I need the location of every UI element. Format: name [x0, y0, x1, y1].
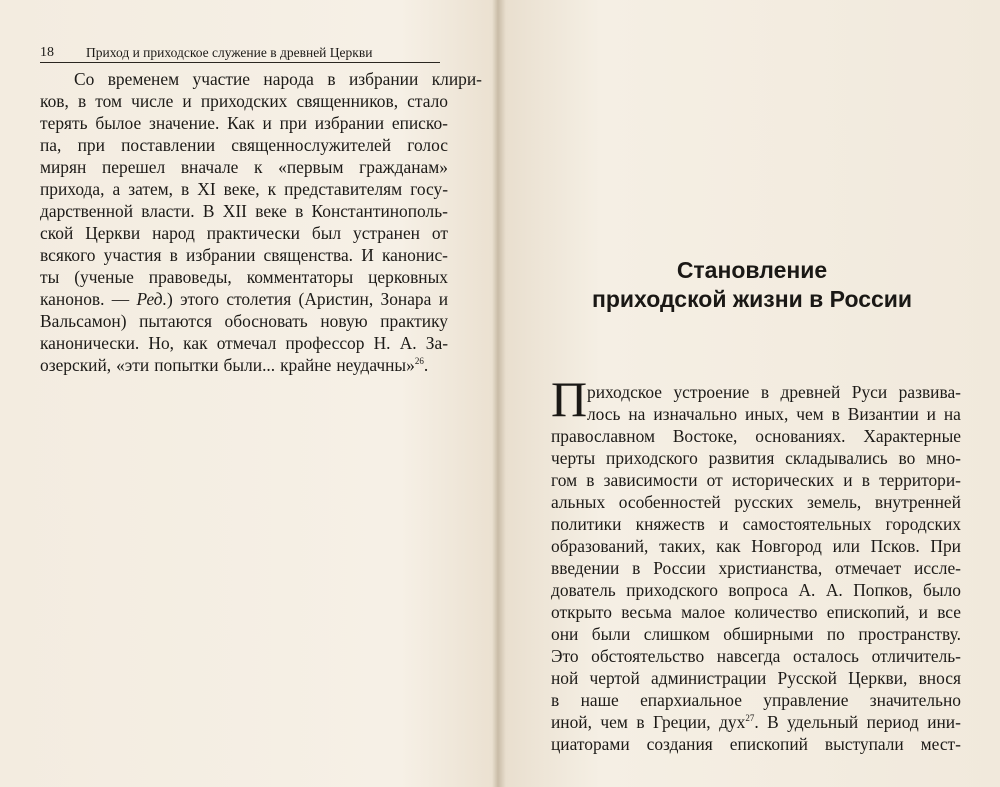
- chapter-heading: [504, 256, 1000, 314]
- text-line: озерский, «эти попытки были... крайне неудачны»$^{26}$.: [40, 355, 429, 375]
- page-number: 18: [40, 45, 54, 60]
- text-line: ной чертой администрации Русской Церкви, внося: [551, 668, 961, 688]
- text-line: в наше епархиальное управление значительно: [551, 690, 961, 710]
- text-line: образований, таких, как Новгород или Псков. При: [551, 536, 961, 556]
- drop-cap: П: [551, 371, 588, 427]
- text-line: ков, в том числе и приходских священников, стало: [40, 91, 448, 111]
- text-line: открыто весьма малое количество епископий, и все: [551, 602, 961, 622]
- text-line: Это обстоятельство навсегда осталось отличитель-: [551, 646, 961, 666]
- text-line: па, при поставлении священнослужителей голос: [40, 135, 448, 155]
- text-line: мирян перешел вначале к «первым гражданам»: [40, 157, 448, 177]
- text-line: циаторами создания епископий выступали мест-: [551, 734, 961, 754]
- text-line: иной, чем в Греции, дух$^{27}$. В удельный период ини-: [551, 712, 961, 732]
- text-line: дарственной власти. В XII веке в Константинополь-: [40, 201, 448, 221]
- text-line: прихода, а затем, в XI веке, к представителям госу-: [40, 179, 448, 199]
- text-line: православном Востоке, основаниях. Характерные: [551, 426, 961, 446]
- text-line: политики княжеств и самостоятельных городских: [551, 514, 961, 534]
- text-line: риходское устроение в древней Руси развива-: [587, 382, 961, 402]
- text-line: черты приходского развития складывались во мно-: [551, 448, 961, 468]
- text-line: дователь приходского вопроса А. А. Попков, было: [551, 580, 961, 600]
- chapter-heading-line-1: Становление: [676, 257, 828, 283]
- text-line: канонически. Но, как отмечал профессор Н. А. За-: [40, 333, 448, 353]
- running-head: [40, 45, 440, 63]
- chapter-heading-line-2: приходской жизни в России: [591, 286, 913, 312]
- text-line: всякого участия в избрании священства. И канонис-: [40, 245, 448, 265]
- left-page: [0, 0, 496, 787]
- right-page: [504, 0, 1000, 787]
- left-body-text: [40, 68, 482, 376]
- text-line: введении в России христианства, отмечает иссле-: [551, 558, 961, 578]
- text-line: канонов. — Ред.) этого столетия (Аристин, Зонара и: [40, 289, 448, 309]
- text-line: терять былое значение. Как и при избрании еписко-: [40, 113, 448, 133]
- text-line: альных особенностей русских земель, внутренней: [551, 492, 961, 512]
- text-line: Вальсамон) пытаются обосновать новую практику: [40, 311, 448, 331]
- text-line: гом в зависимости от исторических и в территори-: [551, 470, 961, 490]
- text-line: лось на изначально иных, чем в Византии и на: [587, 404, 961, 424]
- text-line: Со временем участие народа в избрании клири-: [74, 69, 482, 89]
- text-line: ты (ученые правоведы, комментаторы церковных: [40, 267, 448, 287]
- text-line: они были слишком обширными по пространству.: [551, 624, 961, 644]
- running-title: Приход и приходское служение в древней Церкви: [86, 45, 373, 60]
- text-line: ской Церкви народ практически был устранен от: [40, 223, 448, 243]
- right-body-text: [551, 381, 961, 755]
